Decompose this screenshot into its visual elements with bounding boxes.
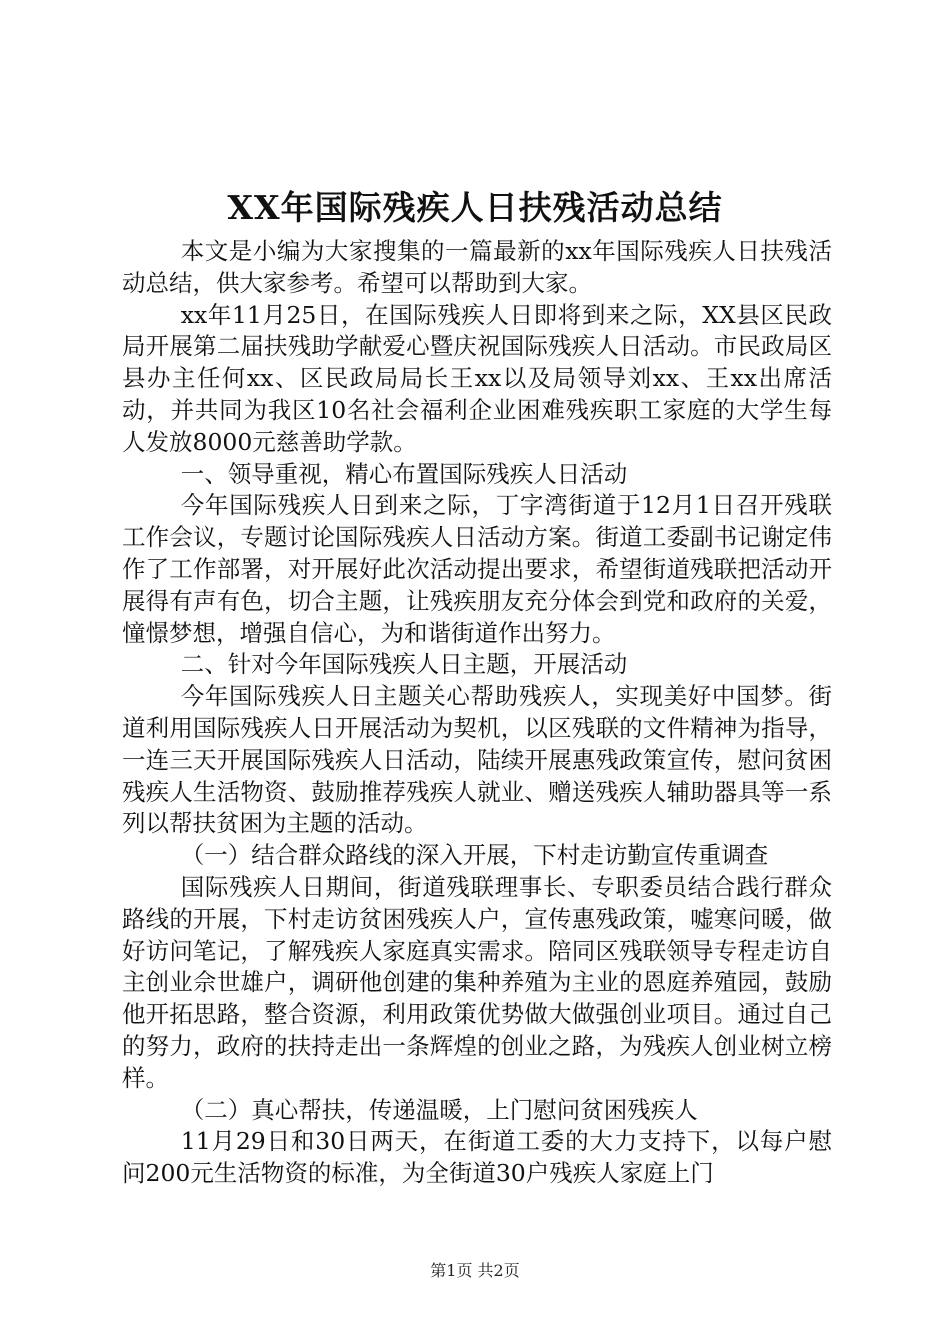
intro-paragraph: 本文是小编为大家搜集的一篇最新的xx年国际残疾人日扶残活动总结，供大家参考。希望可以帮助到大家。 <box>122 237 832 297</box>
subsection-heading-2: （二）真心帮扶，传递温暖，上门慰问贫困残疾人 <box>180 1095 698 1124</box>
subsection-2-paragraph: 11月29日和30日两天，在街道工委的大力支持下，以每户慰问200元生活物资的标准，为全街道30户残疾人家庭上门 <box>122 1127 832 1188</box>
page-number-footer: 第1页 共2页 <box>430 1261 520 1280</box>
document-body <box>122 236 832 1190</box>
section-1-paragraph: 今年国际残疾人日到来之际，丁字湾街道于12月1日召开残联工作会议，专题讨论国际残疾人日活动方案。街道工委副书记谢定伟作了工作部署，对开展好此次活动提出要求，希望街道残联把活动开展得有声有色，切合主题，让残疾朋友充分体会到党和政府的关爱，憧憬梦想，增强自信心，为和谐街道作出努力。 <box>122 491 832 647</box>
section-2-paragraph: 今年国际残疾人日主题关心帮助残疾人，实现美好中国梦。街道利用国际残疾人日开展活动为契机，以区残联的文件精神为指导，一连三天开展国际残疾人日活动，陆续开展惠残政策宣传，慰问贫困残疾人生活物资、鼓励推荐残疾人就业、赠送残疾人辅助器具等一系列以帮扶贫困为主题的活动。 <box>122 682 832 838</box>
subsection-1-paragraph: 国际残疾人日期间，街道残联理事长、专职委员结合践行群众路线的开展，下村走访贫困残疾人户，宣传惠残政策，嘘寒问暖，做好访问笔记，了解残疾人家庭真实需求。陪同区残联领导专程走访自主创业佘世雄户，调研他创建的集种养殖为主业的恩庭养殖园，鼓励他开拓思路，整合资源，利用政策优势做大做强创业项目。通过自己的努力，政府的扶持走出一条辉煌的创业之路，为残疾人创业树立榜样。 <box>122 872 832 1092</box>
section-heading-1: 一、领导重视，精心布置国际残疾人日活动 <box>180 459 628 488</box>
document-title: XX年国际残疾人日扶残活动总结 <box>227 188 723 227</box>
event-paragraph: xx年11月25日，在国际残疾人日即将到来之际，XX县区民政局开展第二届扶残助学献爱心暨庆祝国际残疾人日活动。市民政局区县办主任何xx、区民政局局长王xx以及局领导刘xx、王xx出席活动，并共同为我区10名社会福利企业困难残疾职工家庭的大学生每人发放8000元慈善助学款。 <box>122 300 832 456</box>
section-heading-2: 二、针对今年国际残疾人日主题，开展活动 <box>180 650 628 679</box>
subsection-heading-1: （一）结合群众路线的深入开展，下村走访勤宣传重调查 <box>180 841 769 870</box>
